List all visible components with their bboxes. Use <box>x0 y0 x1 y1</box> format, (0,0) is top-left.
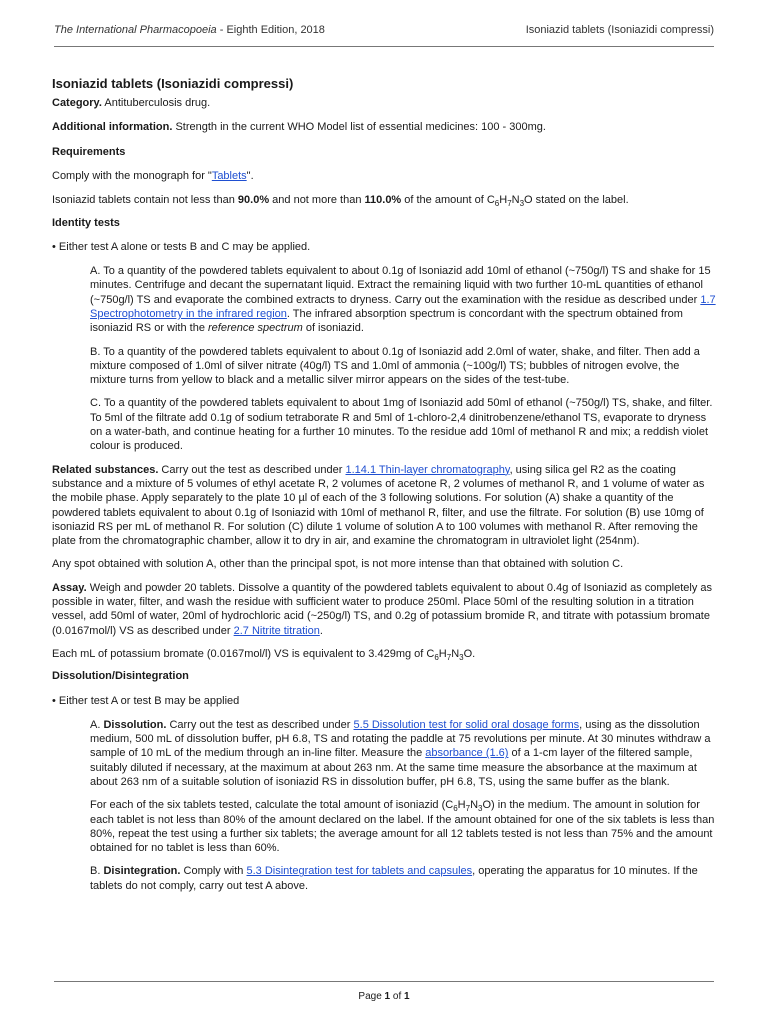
publication-edition: - Eighth Edition, 2018 <box>216 24 325 36</box>
equivalence-text-end: . <box>472 647 476 660</box>
formula-subscript: 3 <box>478 804 483 814</box>
absorbance-link[interactable]: absorbance (1.6) <box>425 747 509 760</box>
header-divider <box>54 46 714 47</box>
header-section-title: Isoniazid tablets (Isoniazidi compressi) <box>525 24 714 36</box>
comply-paragraph <box>52 169 716 183</box>
test-a-number: A. <box>90 718 104 731</box>
formula-symbol: O <box>463 647 473 660</box>
page-header <box>54 24 714 44</box>
content-text-mid: and not more than <box>269 194 365 207</box>
test-a-text-end: of isoniazid. <box>302 322 364 335</box>
page-total: 1 <box>404 991 410 1002</box>
document-body <box>52 76 716 893</box>
formula-symbol: H <box>499 194 508 207</box>
category-paragraph <box>52 96 716 110</box>
assay-label: Assay. <box>52 581 87 594</box>
page-indicator <box>0 991 768 1002</box>
identity-test-c: C. To a quantity of the powdered tablets equivalent to about 1mg of Isoniazid add 50ml of ethanol (~750g/l) TS, shake, and filter. To 5ml of the filtrate add 0.1g of sodium tetraborate R and 5ml of 1-chloro-2,4 dinitrobenzene/ethanol TS, evaporate to dryness on a water-bath, and continue heating for a further 10 minutes. To the residue add 10ml of methanol R and mix; a reddish violet colour is produced. <box>90 397 713 453</box>
page-title: Isoniazid tablets (Isoniazidi compressi) <box>52 76 294 91</box>
dissolution-text-end: of a 1-cm layer of the filtered sample, suitably diluted if necessary, at the maximum at about 263 nm. At the same time measure the absorbance at the maximum at about 263 nm of a suitable solution of isoniazid RS in dissolution buffer, pH 6.8, TS, using the same buffer as the blank. <box>90 747 697 788</box>
assay-text: Weigh and powder 20 tablets. Dissolve a quantity of the powdered tablets equivalent to about 0.4g of Isoniazid as completely as possible in water, filter, and wash the residue with sufficient water to produce 250ml. Place 50ml of the resulting solution in a titration vessel, add 50ml of water, 20ml of hydrochloric acid (~250g/l) TS, and 0.2g of potassium bromide R, and titrate with potassium bromate (0.0167mol/l) VS as described under <box>52 581 713 637</box>
content-text-formula-prefix: of the amount of C <box>401 194 495 207</box>
formula-subscript: 6 <box>494 199 500 209</box>
equivalence-text: Each mL of potassium bromate (0.0167mol/l) VS is equivalent to 3.429mg of C <box>52 647 435 660</box>
disintegration-test-link[interactable]: 5.3 Disintegration test for tablets and capsules <box>246 865 473 878</box>
dissolution-intro: • Either test A or test B may be applied <box>52 694 240 707</box>
header-publication <box>54 24 325 36</box>
content-paragraph <box>52 193 716 207</box>
formula-symbol: O <box>482 799 492 812</box>
page-of-label: of <box>390 991 405 1002</box>
formula-subscript: 3 <box>519 199 525 209</box>
requirements-heading: Requirements <box>52 145 126 158</box>
dissolution-heading: Dissolution/Disintegration <box>52 670 189 683</box>
formula-subscript: 7 <box>465 804 471 814</box>
test-b-number: B. <box>90 865 104 878</box>
calculation-text-end: ) in the medium. The amount in solution for each tablet is not less than 80% of the amount declared on the label. If the amount obtained for one of the six tablets is less than 80%, repeat the test using a further six tablets; the average amount for all 12 tablets tested is not less than 75% and the amount obtained for no tablet is less than 60%. <box>90 799 715 855</box>
dissolution-calculation <box>90 798 716 855</box>
content-min: 90.0% <box>237 194 270 207</box>
comply-text-end: ". <box>246 169 254 182</box>
disintegration-text-end: , operating the apparatus for 10 minutes. If the tablets do not comply, carry out test A above. <box>90 865 698 892</box>
content-text-end: stated on the label. <box>532 194 629 207</box>
formula-symbol: N <box>511 194 520 207</box>
formula-subscript: 6 <box>453 804 458 814</box>
disintegration-test-b <box>90 864 716 893</box>
related-substances-label: Related substances. <box>52 463 159 476</box>
disintegration-text: Comply with <box>180 865 247 878</box>
category-text: Antituberculosis drug. <box>101 97 211 109</box>
disintegration-label: Disintegration. <box>103 865 181 878</box>
assay-text-end: . <box>319 624 323 637</box>
publication-name: The International Pharmacopoeia <box>54 24 217 36</box>
formula-subscript: 7 <box>446 652 452 662</box>
formula-subscript: 3 <box>459 652 464 662</box>
additional-info-text: Strength in the current WHO Model list of essential medicines: 100 - 300mg. <box>172 121 546 134</box>
category-label: Category. <box>52 97 102 109</box>
additional-info-paragraph <box>52 120 716 134</box>
additional-info-label: Additional information. <box>52 121 173 134</box>
identity-intro: • Either test A alone or tests B and C may be applied. <box>52 240 311 253</box>
formula-symbol: H <box>438 647 447 660</box>
related-substances-paragraph <box>52 463 716 549</box>
dissolution-test-a <box>90 718 716 789</box>
thin-layer-chromatography-link[interactable]: 1.14.1 Thin-layer chromatography <box>345 463 510 476</box>
dissolution-text-mid: , using as the dissolution medium, 500 mL of dissolution buffer, pH 6.8, TS and rotating the paddle at 75 revolutions per minute. At 30 minutes withdraw a sample of 10 mL of the medium through an in-line filter. Measure the <box>90 718 711 760</box>
dissolution-label: Dissolution. <box>103 718 167 731</box>
equivalence-paragraph <box>52 647 716 661</box>
calculation-text: For each of the six tablets tested, calculate the total amount of isoniazid (C <box>90 799 454 812</box>
page-number: 1 <box>384 991 391 1002</box>
tablets-link[interactable]: Tablets <box>211 169 247 182</box>
page-label: Page <box>358 991 385 1002</box>
formula-symbol: H <box>457 799 466 812</box>
identity-test-b: B. To a quantity of the powdered tablets equivalent to about 0.1g of Isoniazid add 2.0ml of water, shake, and filter. Then add a mixture composed of 1.0ml of silver nitrate (40g/l) TS and 1.0ml of ammonia (~100g/l) TS; bubbles of nitrogen evolve, the mixture turns from yellow to black and a metallic silver mirror appears on the sides of the test-tube. <box>90 345 700 387</box>
dissolution-text: Carry out the test as described under <box>166 718 354 731</box>
content-text: Isoniazid tablets contain not less than <box>52 194 238 207</box>
content-max: 110.0% <box>364 194 402 207</box>
comply-text: Comply with the monograph for " <box>52 169 212 182</box>
footer-divider <box>54 981 714 982</box>
assay-paragraph <box>52 581 716 638</box>
related-spot-paragraph: Any spot obtained with solution A, other than the principal spot, is not more intense than that obtained with solution C. <box>52 558 624 571</box>
identity-tests-heading: Identity tests <box>52 217 120 230</box>
test-a-text: A. To a quantity of the powdered tablets equivalent to about 0.1g of Isoniazid add 10ml of ethanol (~750g/l) TS and shake for 15 minutes. Centrifuge and decant the supernatant liquid. Extract the remaining liquid with two further 10-mL quantities of ethanol (~750g/l) TS and evaporate the combined extracts to dryness. Carry out the examination with the residue as described under <box>90 265 711 306</box>
reference-spectrum-text: reference spectrum <box>208 322 303 335</box>
formula-symbol: N <box>451 647 460 660</box>
formula-symbol: N <box>470 799 479 812</box>
dissolution-test-link[interactable]: 5.5 Dissolution test for solid oral dosage forms <box>353 718 580 731</box>
formula-symbol: O <box>524 194 533 207</box>
nitrite-titration-link[interactable]: 2.7 Nitrite titration <box>233 624 320 637</box>
identity-test-a <box>90 264 716 335</box>
formula-subscript: 7 <box>507 199 512 209</box>
test-a-text-mid: . The infrared absorption spectrum is concordant with the spectrum obtained from isoniazid RS or with the <box>90 307 683 335</box>
related-text-end: , using silica gel R2 as the coating substance and a mixture of 5 volumes of ethyl acetate R, 2 volumes of acetone R, 2 volumes of methanol R, and 1 volume of water as the mobile phase. Apply separately to the plate 10 µl of each of the 3 following solutions. For solution (A) shake a quantity of the powdered tablets equivalent to about 0.1g of Isoniazid with 10ml of methanol R, filter, and use the filtrate. For solution (B) use 10mg of isoniazid RS per mL of methanol R. For solution (C) dilute 1 volume of solution A to 100 volumes with methanol R. After removing the plate from the chromatographic chamber, allow it to dry in air, and examine the chromatogram in ultraviolet light (254nm). <box>52 463 705 548</box>
formula-subscript: 6 <box>434 652 439 662</box>
infrared-spectrophotometry-link[interactable]: 1.7 Spectrophotometry in the infrared region <box>90 293 716 320</box>
related-text: Carry out the test as described under <box>158 463 346 476</box>
